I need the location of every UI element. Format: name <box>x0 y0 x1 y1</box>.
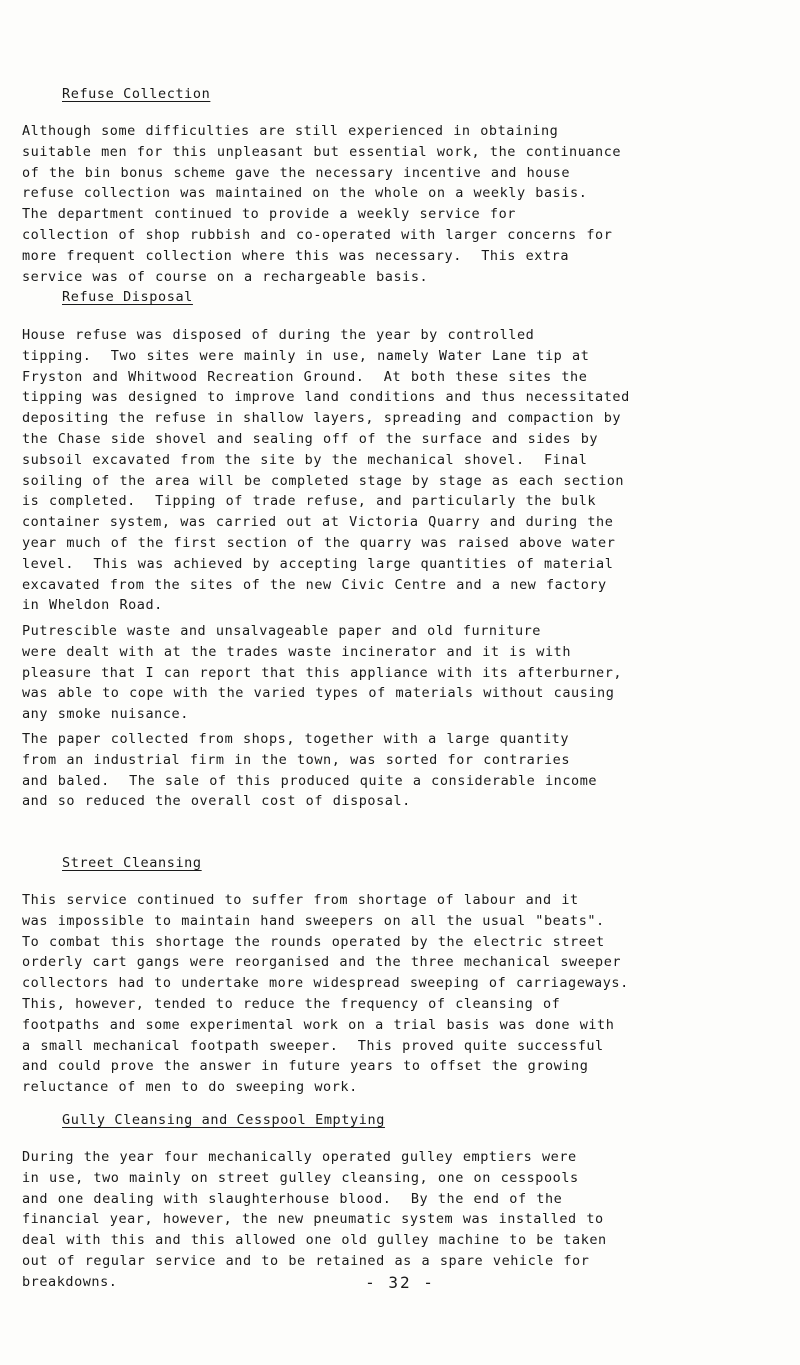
text-line: and so reduced the overall cost of disposal. <box>22 793 411 810</box>
text-line: footpaths and some experimental work on a trial basis was done with <box>22 1016 615 1033</box>
section-heading-street-cleansing: Street Cleansing <box>62 855 202 871</box>
section-heading-refuse-disposal: Refuse Disposal <box>62 289 193 305</box>
text-line: in Wheldon Road. <box>22 597 163 614</box>
text-line: During the year four mechanically operated gulley emptiers were <box>22 1149 577 1165</box>
text-line: from an industrial firm in the town, was sorted for contraries <box>22 751 571 768</box>
text-line: is completed. Tipping of trade refuse, and particularly the bulk <box>22 493 597 510</box>
text-line: Putrescible waste and unsalvageable paper and old furniture <box>22 623 541 639</box>
paragraph-refuse-disposal-tipping <box>22 325 792 616</box>
text-line: subsoil excavated from the site by the mechanical shovel. Final <box>22 451 588 468</box>
paragraph-refuse-disposal-incinerator <box>22 621 792 725</box>
text-line: more frequent collection where this was necessary. This extra <box>22 247 570 264</box>
text-line: in use, two mainly on street gulley cleansing, one on cesspools <box>22 1169 579 1186</box>
text-line: breakdowns. <box>22 1273 118 1290</box>
text-line: and baled. The sale of this produced quite a considerable income <box>22 772 598 789</box>
paragraph-refuse-disposal-paper <box>22 729 792 812</box>
paragraph-street-cleansing <box>22 890 792 1098</box>
text-line: excavated from the sites of the new Civic Centre and a new factory <box>22 576 607 593</box>
text-line: The paper collected from shops, together with a large quantity <box>22 731 570 747</box>
text-line: soiling of the area will be completed stage by stage as each section <box>22 472 625 489</box>
text-line: deal with this and this allowed one old gulley machine to be taken <box>22 1232 607 1249</box>
text-line: service was of course on a rechargeable basis. <box>22 268 429 285</box>
text-line: was impossible to maintain hand sweepers on all the usual "beats". <box>22 912 605 929</box>
text-line: any smoke nuisance. <box>22 706 189 723</box>
text-line: To combat this shortage the rounds operated by the electric street <box>22 933 605 950</box>
text-line: tipping. Two sites were mainly in use, namely Water Lane tip at <box>22 347 590 364</box>
text-line: Fryston and Whitwood Recreation Ground. At both these sites the <box>22 368 588 385</box>
text-line: This service continued to suffer from shortage of labour and it <box>22 892 579 908</box>
text-line: reluctance of men to do sweeping work. <box>22 1079 358 1096</box>
section-heading-gully-cleansing: Gully Cleansing and Cesspool Emptying <box>62 1112 385 1128</box>
paragraph-refuse-collection <box>22 121 792 287</box>
text-line: level. This was achieved by accepting large quantities of material <box>22 555 614 572</box>
text-line: The department continued to provide a weekly service for <box>22 206 516 223</box>
text-line: were dealt with at the trades waste incinerator and it is with <box>22 643 572 660</box>
page-number: - 32 - <box>365 1273 435 1292</box>
text-line: Although some difficulties are still experienced in obtaining <box>22 123 559 139</box>
text-line: tipping was designed to improve land conditions and thus necessitated <box>22 389 630 406</box>
text-line: container system, was carried out at Victoria Quarry and during the <box>22 514 614 531</box>
text-line: the Chase side shovel and sealing off of the surface and sides by <box>22 430 599 447</box>
text-line: refuse collection was maintained on the whole on a weekly basis. <box>22 185 588 202</box>
text-line: of the bin bonus scheme gave the necessary incentive and house <box>22 164 571 181</box>
text-line: financial year, however, the new pneumatic system was installed to <box>22 1211 604 1228</box>
text-line: was able to cope with the varied types of materials without causing <box>22 685 615 702</box>
text-line: depositing the refuse in shallow layers, spreading and compaction by <box>22 410 622 427</box>
paragraph-gully-cleansing <box>22 1147 792 1293</box>
text-line: pleasure that I can report that this appliance with its afterburner, <box>22 664 623 681</box>
text-line: House refuse was disposed of during the year by controlled <box>22 327 535 343</box>
text-line: orderly cart gangs were reorganised and the three mechanical sweeper <box>22 954 622 971</box>
text-line: This, however, tended to reduce the frequency of cleansing of <box>22 995 561 1012</box>
section-heading-refuse-collection: Refuse Collection <box>62 86 211 102</box>
text-line: collection of shop rubbish and co-operated with larger concerns for <box>22 226 613 243</box>
text-line: and one dealing with slaughterhouse blood. By the end of the <box>22 1190 563 1207</box>
text-line: and could prove the answer in future years to offset the growing <box>22 1058 589 1075</box>
text-line: a small mechanical footpath sweeper. This proved quite successful <box>22 1037 604 1054</box>
text-line: collectors had to undertake more widespread sweeping of carriageways. <box>22 975 629 992</box>
text-line: year much of the first section of the quarry was raised above water <box>22 534 616 551</box>
text-line: suitable men for this unpleasant but essential work, the continuance <box>22 143 622 160</box>
text-line: out of regular service and to be retained as a spare vehicle for <box>22 1252 590 1269</box>
